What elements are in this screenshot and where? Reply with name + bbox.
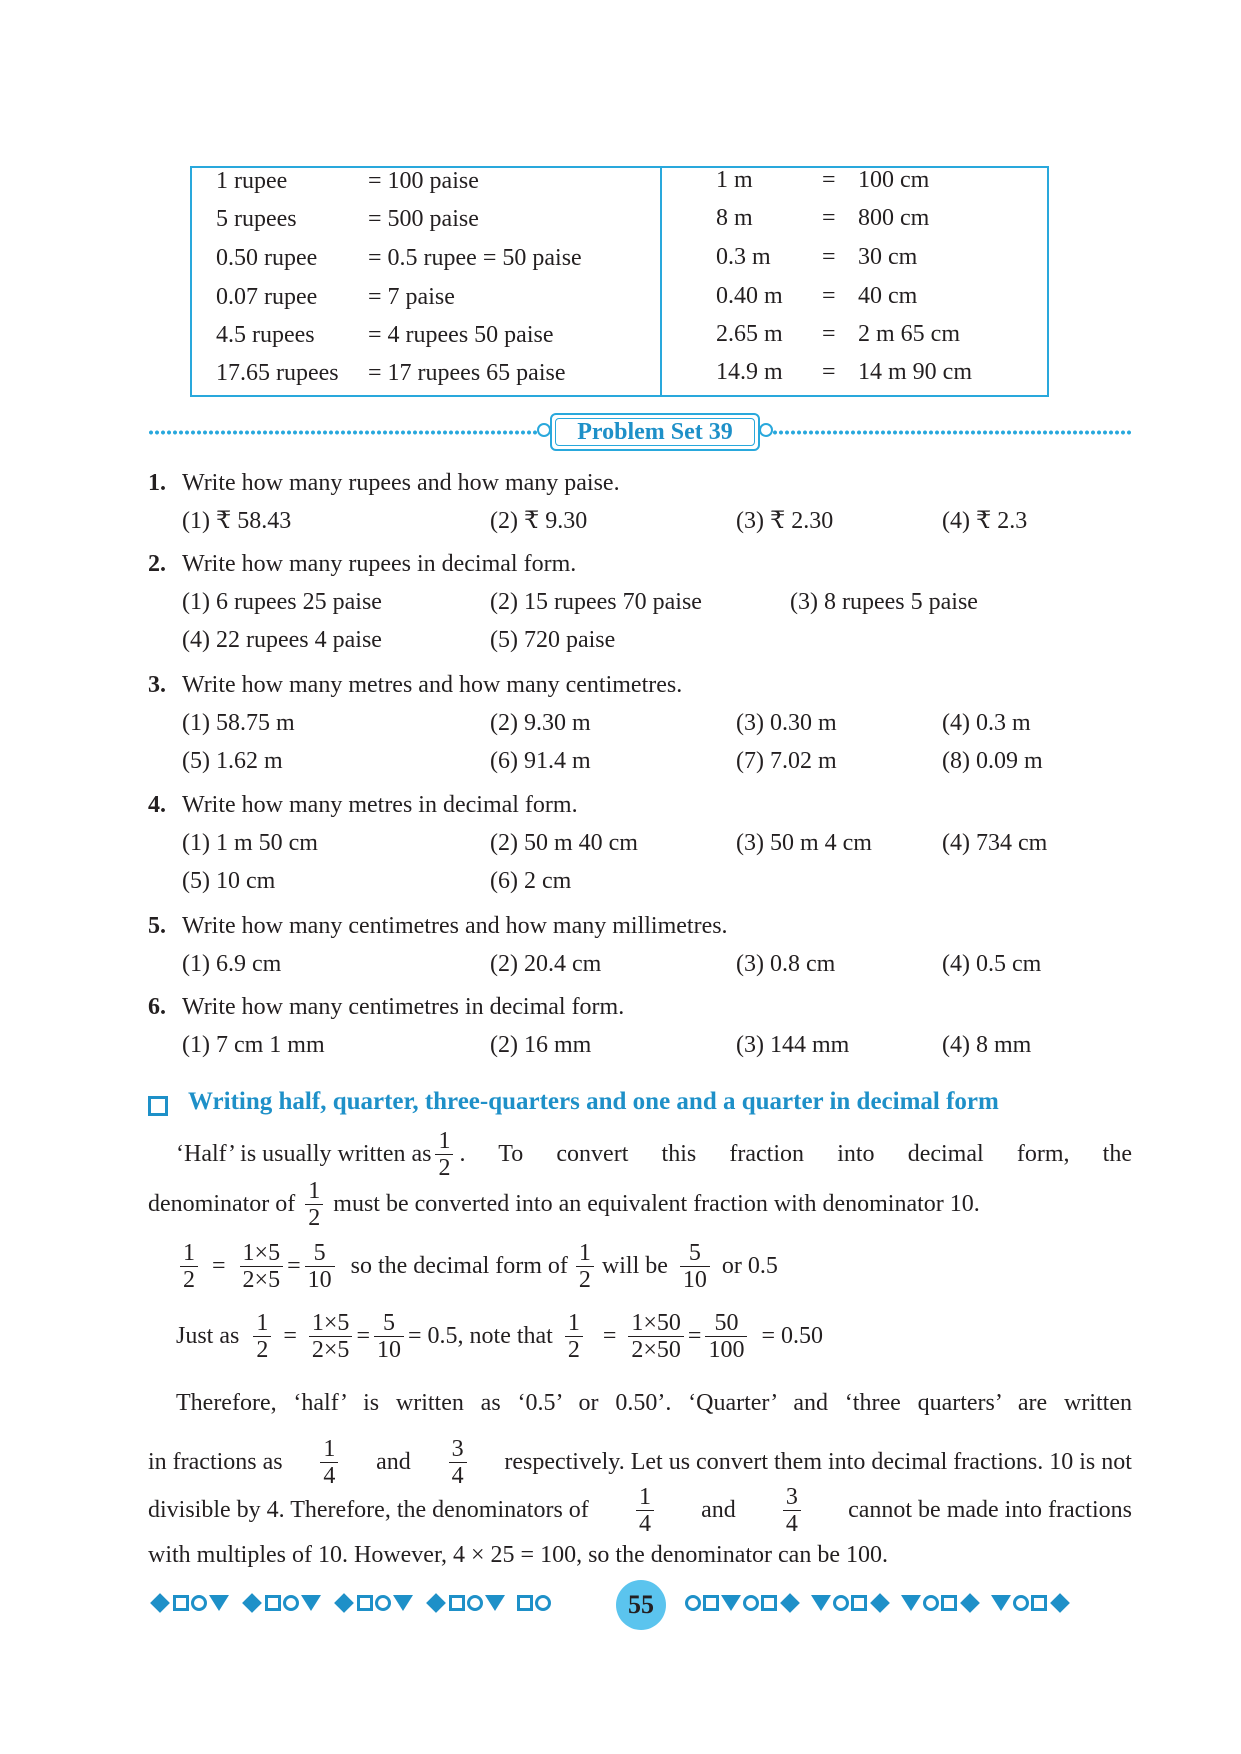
square-outline-icon <box>517 1595 533 1611</box>
question-item: (2) 9.30 m <box>490 710 591 736</box>
length-rhs: 30 cm <box>858 244 918 270</box>
question-item: (2) 20.4 cm <box>490 951 602 977</box>
square-outline-icon <box>173 1595 189 1611</box>
fraction-1x5-over-2x5: $\frac{1\times 5}{2\times 5}$ <box>240 1240 284 1293</box>
square-outline-icon <box>761 1595 777 1611</box>
text-span: in fractions as <box>148 1448 283 1475</box>
question-text: Write how many rupees in decimal form. <box>182 551 577 577</box>
diamond-icon <box>780 1593 800 1613</box>
fraction-1x5-over-2x5: $\frac{1\times 5}{2\times 5}$ <box>309 1310 353 1363</box>
question-item: (2) 16 mm <box>490 1032 592 1058</box>
dotted-rule-left <box>148 430 538 435</box>
text-span: or 0.5 <box>721 1253 778 1279</box>
circle-outline-icon <box>191 1595 207 1611</box>
circle-outline-icon <box>283 1595 299 1611</box>
length-lhs: 1 m <box>716 167 753 193</box>
triangle-down-icon <box>485 1595 505 1611</box>
length-rhs: 40 cm <box>858 283 918 309</box>
question-item: (1) 1 m 50 cm <box>182 830 318 856</box>
question-item: (1) 6.9 cm <box>182 951 282 977</box>
triangle-down-icon <box>811 1595 831 1611</box>
rule-knob-left <box>537 423 551 437</box>
diamond-icon <box>960 1593 980 1613</box>
question-item: (1) 6 rupees 25 paise <box>182 589 382 615</box>
text-span: and <box>376 1448 411 1475</box>
text-span: = 0.5, note that <box>407 1323 553 1349</box>
explanation-line-1 <box>176 1126 1132 1182</box>
diamond-icon <box>150 1593 170 1613</box>
circle-outline-icon <box>375 1595 391 1611</box>
text-span: respectively. Let us convert them into decimal fractions. 10 is not <box>504 1448 1132 1475</box>
square-outline-icon <box>265 1595 281 1611</box>
question-item: (4) 8 mm <box>942 1032 1032 1058</box>
question-item: (8) 0.09 m <box>942 748 1043 774</box>
square-outline-icon <box>1031 1595 1047 1611</box>
question-item: (1) 7 cm 1 mm <box>182 1032 325 1058</box>
question-number: 5. <box>148 913 166 939</box>
fraction-five-tenths: $\frac{5}{10}$ <box>680 1240 710 1293</box>
equals-sign: = <box>822 359 836 385</box>
question-item: (4) 734 cm <box>942 830 1048 856</box>
question-item: (3) 144 mm <box>736 1032 850 1058</box>
question-item: (1) ₹ 58.43 <box>182 508 292 534</box>
question-item: (3) 0.8 cm <box>736 951 836 977</box>
text-span: will be <box>601 1253 668 1279</box>
circle-outline-icon <box>1013 1595 1029 1611</box>
question-number: 6. <box>148 994 166 1020</box>
length-lhs: 14.9 m <box>716 359 783 385</box>
fraction-five-tenths: $\frac{5}{10}$ <box>305 1240 335 1293</box>
triangle-down-icon <box>301 1595 321 1611</box>
table-divider <box>660 168 662 395</box>
fraction-half: $\frac{1}{2}$ <box>576 1240 594 1293</box>
question-item: (3) 50 m 4 cm <box>736 830 872 856</box>
paragraph-2-line-4: with multiples of 10. However, 4 × 25 = 100, so the denominator can be 100. <box>148 1542 888 1568</box>
text-span: cannot be made into fractions <box>848 1496 1132 1523</box>
explanation-line-2 <box>148 1176 980 1232</box>
length-lhs: 8 m <box>716 205 753 231</box>
question-item: (3) 0.30 m <box>736 710 837 736</box>
money-lhs: 4.5 rupees <box>216 322 315 348</box>
question-item: (6) 91.4 m <box>490 748 591 774</box>
question-item: (4) ₹ 2.3 <box>942 508 1028 534</box>
length-rhs: 14 m 90 cm <box>858 359 972 385</box>
length-lhs: 0.40 m <box>716 283 783 309</box>
fraction-1x50-over-2x50: $\frac{1\times 50}{2\times 50}$ <box>628 1310 684 1363</box>
paragraph-2-line-1: Therefore, ‘half’ is written as ‘0.5’ or 0.50’. ‘Quarter’ and ‘three quarters’ are written <box>176 1390 1132 1416</box>
fraction-half: $\frac{1}{2}$ <box>565 1310 583 1363</box>
square-outline-icon <box>357 1595 373 1611</box>
question-item: (5) 10 cm <box>182 868 276 894</box>
fraction-half: $\frac{1}{2}$ <box>305 1178 323 1231</box>
text-span: and <box>701 1496 736 1523</box>
length-lhs: 2.65 m <box>716 321 783 347</box>
money-lhs: 0.50 rupee <box>216 245 318 271</box>
fraction-quarter: $\frac{1}{4}$ <box>636 1484 654 1537</box>
fraction-fifty-hundredths: $\frac{50}{100}$ <box>705 1310 747 1363</box>
footer-ornament-right <box>684 1588 1080 1618</box>
question-text: Write how many centimetres and how many millimetres. <box>182 913 728 939</box>
paragraph-2-line-3 <box>148 1480 1132 1540</box>
fraction-three-quarters: $\frac{3}{4}$ <box>783 1484 801 1537</box>
circle-outline-icon <box>923 1595 939 1611</box>
question-item: (6) 2 cm <box>490 868 572 894</box>
text-span: so the decimal form of <box>350 1253 568 1279</box>
footer-ornament-left <box>148 1588 552 1618</box>
money-lhs: 5 rupees <box>216 206 297 232</box>
fraction-half: $\frac{1}{2}$ <box>180 1240 198 1293</box>
fraction-quarter: $\frac{1}{4}$ <box>320 1436 338 1489</box>
length-rhs: 800 cm <box>858 205 930 231</box>
equals-sign: = <box>822 244 836 270</box>
text-span: divisible by 4. Therefore, the denominators of <box>148 1496 589 1523</box>
fraction-half: $\frac{1}{2}$ <box>435 1128 453 1181</box>
question-item: (2) 15 rupees 70 paise <box>490 589 702 615</box>
question-item: (7) 7.02 m <box>736 748 837 774</box>
checkbox-square-icon <box>148 1096 168 1116</box>
section-heading: Writing half, quarter, three-quarters and one and a quarter in decimal form <box>188 1088 999 1115</box>
fraction-three-quarters: $\frac{3}{4}$ <box>449 1436 467 1489</box>
money-rhs: = 7 paise <box>368 284 455 310</box>
question-item: (4) 22 rupees 4 paise <box>182 627 382 653</box>
equals-sign: = <box>822 167 836 193</box>
square-outline-icon <box>449 1595 465 1611</box>
equals-sign: = <box>822 321 836 347</box>
circle-outline-icon <box>743 1595 759 1611</box>
page-number: 55 <box>616 1580 666 1630</box>
equation-line-1: $\frac{1}{2}$ = $\frac{1\times 5}{2\times 5}$ = $\frac{5}{10}$ so the decimal form of $\frac{1}{2}$ will be $\frac{5}{10}$ or 0.5 <box>176 1236 778 1296</box>
fraction-five-tenths: $\frac{5}{10}$ <box>374 1310 404 1363</box>
money-rhs: = 17 rupees 65 paise <box>368 360 566 386</box>
diamond-icon <box>870 1593 890 1613</box>
diamond-icon <box>242 1593 262 1613</box>
money-lhs: 0.07 rupee <box>216 284 318 310</box>
question-text: Write how many metres in decimal form. <box>182 792 578 818</box>
question-number: 3. <box>148 672 166 698</box>
question-item: (2) ₹ 9.30 <box>490 508 588 534</box>
dotted-rule-right <box>772 430 1132 435</box>
text-span: denominator of <box>148 1191 296 1217</box>
length-lhs: 0.3 m <box>716 244 771 270</box>
text-span: must be converted into an equivalent fraction with denominator 10. <box>333 1191 980 1217</box>
diamond-icon <box>426 1593 446 1613</box>
circle-outline-icon <box>833 1595 849 1611</box>
triangle-down-icon <box>901 1595 921 1611</box>
question-item: (3) 8 rupees 5 paise <box>790 589 978 615</box>
equals-sign: = <box>822 205 836 231</box>
question-item: (4) 0.5 cm <box>942 951 1042 977</box>
money-lhs: 17.65 rupees <box>216 360 339 386</box>
text-span: Just as <box>176 1323 240 1349</box>
question-item: (2) 50 m 40 cm <box>490 830 638 856</box>
question-text: Write how many rupees and how many paise. <box>182 470 620 496</box>
question-number: 1. <box>148 470 166 496</box>
money-rhs: = 4 rupees 50 paise <box>368 322 554 348</box>
circle-outline-icon <box>467 1595 483 1611</box>
text-span: = 0.50 <box>761 1323 824 1349</box>
equation-line-2: Just as $\frac{1}{2}$ = $\frac{1\times 5}{2\times 5}$ = $\frac{5}{10}$ = 0.5, note that $\frac{1}{2}$ = $\frac{1\times 50}{2\times 50}$ = $\frac{50}{100}$ = 0.50 <box>176 1309 824 1363</box>
diamond-icon <box>1050 1593 1070 1613</box>
text-span: . To convert this fraction into decimal form, the <box>459 1140 1132 1167</box>
text-span: ‘Half’ is usually written as <box>176 1140 432 1167</box>
circle-outline-icon <box>685 1595 701 1611</box>
length-rhs: 2 m 65 cm <box>858 321 960 347</box>
triangle-down-icon <box>209 1595 229 1611</box>
question-number: 2. <box>148 551 166 577</box>
money-lhs: 1 rupee <box>216 168 288 194</box>
money-rhs: = 0.5 rupee = 50 paise <box>368 245 582 271</box>
square-outline-icon <box>941 1595 957 1611</box>
question-number: 4. <box>148 792 166 818</box>
fraction-half: $\frac{1}{2}$ <box>253 1310 271 1363</box>
money-rhs: = 500 paise <box>368 206 479 232</box>
circle-outline-icon <box>535 1595 551 1611</box>
square-outline-icon <box>703 1595 719 1611</box>
triangle-down-icon <box>991 1595 1011 1611</box>
triangle-down-icon <box>721 1595 741 1611</box>
diamond-icon <box>334 1593 354 1613</box>
question-item: (3) ₹ 2.30 <box>736 508 834 534</box>
triangle-down-icon <box>393 1595 413 1611</box>
problem-set-title: Problem Set 39 <box>550 413 760 451</box>
money-rhs: = 100 paise <box>368 168 479 194</box>
square-outline-icon <box>851 1595 867 1611</box>
question-item: (1) 58.75 m <box>182 710 295 736</box>
length-rhs: 100 cm <box>858 167 930 193</box>
question-item: (5) 1.62 m <box>182 748 283 774</box>
equals-sign: = <box>822 283 836 309</box>
question-item: (4) 0.3 m <box>942 710 1031 736</box>
question-text: Write how many centimetres in decimal form. <box>182 994 625 1020</box>
question-item: (5) 720 paise <box>490 627 616 653</box>
rule-knob-right <box>759 423 773 437</box>
question-text: Write how many metres and how many centimetres. <box>182 672 683 698</box>
